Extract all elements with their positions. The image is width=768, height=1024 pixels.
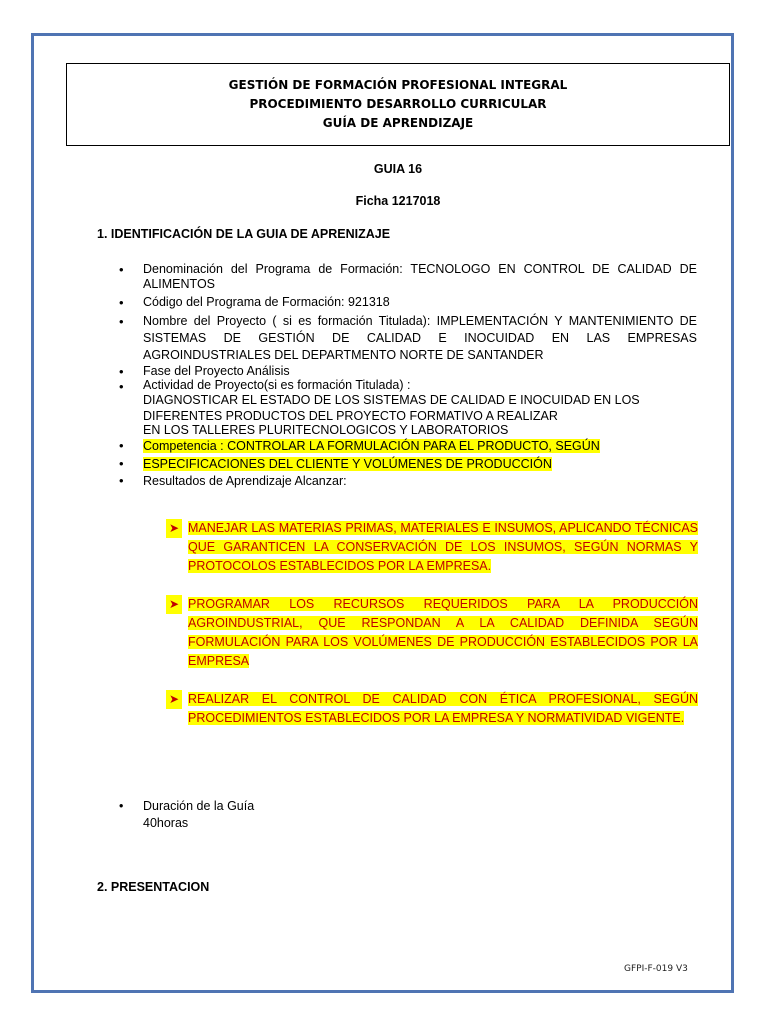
list-item-proyecto <box>143 313 697 364</box>
header-line-3: GUÍA DE APRENDIZAJE <box>322 116 474 130</box>
document-header <box>66 63 730 146</box>
list-item-competencia <box>143 437 697 455</box>
duracion-value: 40horas <box>143 816 189 830</box>
section-2-title: 2. PRESENTACION <box>97 880 210 894</box>
arrow-bullet-icon: ➤ <box>166 595 182 614</box>
page-border <box>31 33 734 993</box>
list-item-codigo: • Código del Programa de Formación: 921318 <box>143 295 697 310</box>
resultados-list <box>168 519 698 747</box>
section-1-title: 1. IDENTIFICACIÓN DE LA GUIA DE APRENIZAJE <box>97 227 391 241</box>
identification-list <box>143 262 697 489</box>
resultado-item <box>168 690 698 728</box>
especificaciones-text: ESPECIFICACIONES DEL CLIENTE Y VOLÚMENES DE PRODUCCIÓN <box>143 457 552 471</box>
resultado-item <box>168 595 698 671</box>
list-item-resultados: • Resultados de Aprendizaje Alcanzar: <box>143 473 697 489</box>
list-item-programa: • Denominación del Programa de Formación: TECNOLOGO EN CONTROL DE CALIDAD DE ALIMENTOS <box>143 262 697 292</box>
arrow-bullet-icon: ➤ <box>166 690 182 709</box>
actividad-line-1: DIAGNOSTICAR EL ESTADO DE LOS SISTEMAS DE CALIDAD E INOCUIDAD EN LOS DIFERENTES PRODUCTOS DEL PROYECTO FORMATIVO A REALIZAR <box>143 393 640 423</box>
competencia-value: CONTROLAR LA FORMULACIÓN PARA EL PRODUCTO, SEGÚN <box>227 439 600 453</box>
list-item-fase: • Fase del Proyecto Análisis <box>143 364 697 379</box>
guide-number: GUIA 16 <box>373 162 423 176</box>
list-item-actividad <box>143 379 697 437</box>
duracion-item <box>143 798 254 832</box>
duracion-label: • Duración de la Guía <box>143 799 255 813</box>
resultado-text: MANEJAR LAS MATERIAS PRIMAS, MATERIALES E INSUMOS, APLICANDO TÉCNICAS QUE GARANTICEN LA CONSERVACIÓN DE LOS INSUMOS, SEGÚN NORMAS Y PROTOCOLOS ESTABLECIDOS POR LA EMPRESA. <box>188 521 698 573</box>
resultado-item <box>168 519 698 576</box>
actividad-label: • Actividad de Proyecto(si es formación Titulada) : <box>143 378 411 392</box>
header-line-2: PROCEDIMIENTO DESARROLLO CURRICULAR <box>249 97 547 111</box>
arrow-bullet-icon: ➤ <box>166 519 182 538</box>
footer-code: GFPI-F-019 V3 <box>624 964 688 974</box>
header-line-1: GESTIÓN DE FORMACIÓN PROFESIONAL INTEGRAL <box>228 78 568 92</box>
ficha-number: Ficha 1217018 <box>355 194 441 208</box>
competencia-label: Competencia : <box>143 439 228 453</box>
resultado-text: PROGRAMAR LOS RECURSOS REQUERIDOS PARA LA PRODUCCIÓN AGROINDUSTRIAL, QUE RESPONDAN A LA CALIDAD DEFINIDA SEGÚN FORMULACIÓN PARA LOS VOLÚMENES DE PRODUCCIÓN ESTABLECIDOS POR LA EMPRESA <box>188 597 698 668</box>
resultado-text: REALIZAR EL CONTROL DE CALIDAD CON ÉTICA PROFESIONAL, SEGÚN PROCEDIMIENTOS ESTABLECIDOS POR LA EMPRESA Y NORMATIVIDAD VIGENTE. <box>188 692 698 725</box>
proyecto-text: Nombre del Proyecto ( si es formación Titulada): IMPLEMENTACIÓN Y MANTENIMIENTO DE SISTEMAS DE GESTIÓN DE CALIDAD E INOCUIDAD EN LAS EMPRESAS AGROINDUSTRIALES DEL DEPARTMENTO NORTE DE SANTANDER <box>143 314 697 362</box>
list-item-especificaciones <box>143 455 697 473</box>
actividad-line-2: EN LOS TALLERES PLURITECNOLOGICOS Y LABORATORIOS <box>143 423 509 437</box>
